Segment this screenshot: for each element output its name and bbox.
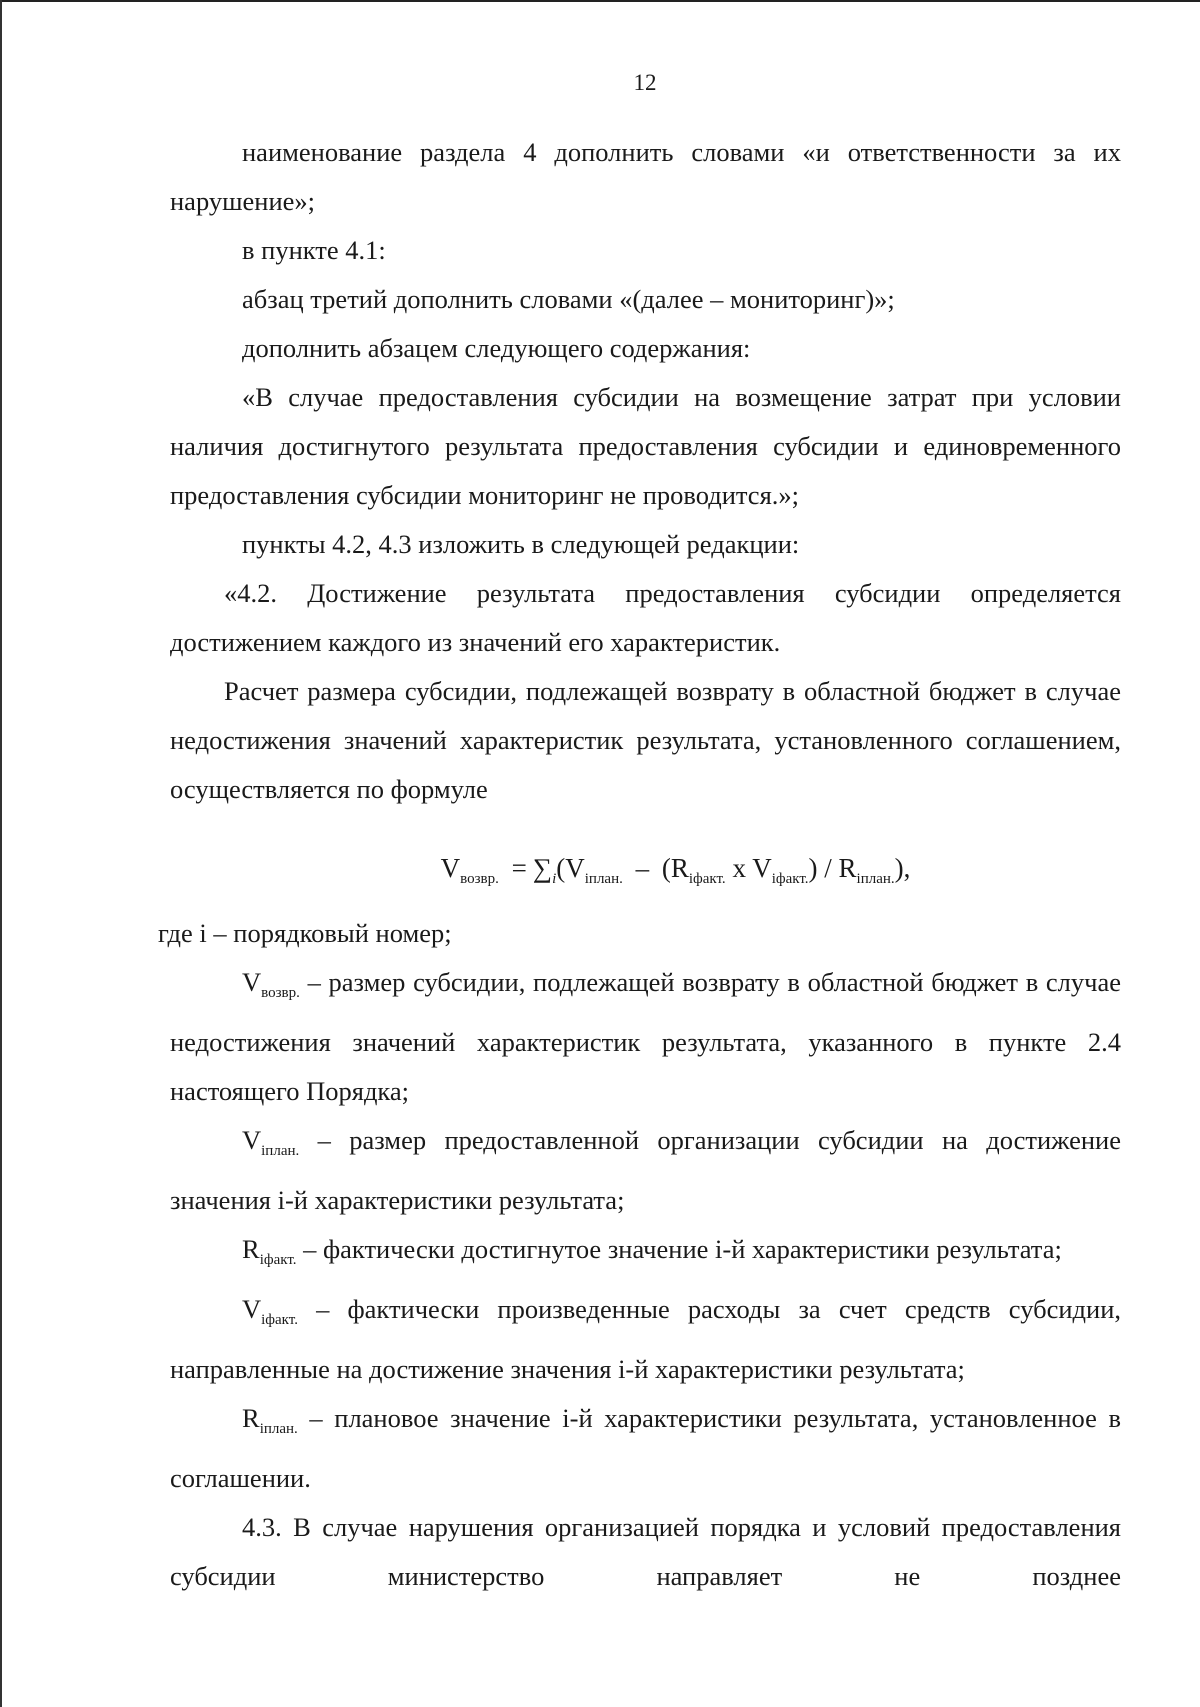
def3-symbol: R [242,1234,260,1264]
paragraph-add-abzac: дополнить абзацем следующего содержания: [242,333,751,363]
paragraph-point-4-1: в пункте 4.1: [242,235,386,265]
formula-open: (V [556,853,585,883]
formula-rfact-sub: iфакт. [688,871,726,887]
paragraph-third-abzac: абзац третий дополнить словами «(далее – мониторинг)»; [242,284,895,314]
def2-text: – размер предоставленной организации субсидии на достижение значения i-й характеристики результата; [170,1125,1121,1215]
def5-symbol: R [242,1403,260,1433]
paragraph-4-2: «4.2. Достижение результата предоставления субсидии определяется достижением каждого из значений его характеристик. [170,578,1121,657]
paragraph-calculation: Расчет размера субсидии, подлежащей возврату в областной бюджет в случае недостижения значений характеристик результата, установленного соглашением, осуществляется по формуле [170,676,1121,804]
paragraph-4-3: 4.3. В случае нарушения организацией порядка и условий предоставления субсидии министерство направляет не позднее [170,1512,1121,1591]
def4-sub: iфакт. [261,1312,298,1328]
where-i-line: где i – порядковый номер; [158,918,452,948]
formula-v: V [440,853,461,883]
def5-text: – плановое значение i-й характеристики результата, установленное в соглашении. [170,1403,1121,1493]
def5-sub: iплан. [259,1421,298,1437]
def1-sub: возвр. [261,985,300,1001]
def2-symbol: V [242,1125,262,1155]
formula-sum: ∑ [532,853,553,883]
formula-close: ), [894,853,911,883]
formula-minus: – [635,853,650,883]
definition-v-ifact [170,1285,1121,1394]
definition-v-iplan [170,1116,1121,1225]
scan-edge-left [0,0,2,1707]
def3-text: – фактически достигнутое значение i-й характеристики результата; [296,1234,1062,1264]
scan-edge-top [0,0,1200,2]
formula-v-sub: возвр. [460,871,499,887]
formula-div: ) / R [808,853,857,883]
def4-text: – фактически произведенные расходы за счет средств субсидии, направленные на достижение значения i-й характеристики результата; [170,1294,1121,1384]
formula-open2: (R [661,853,689,883]
def2-sub: iплан. [261,1143,300,1159]
refund-formula [170,848,1121,899]
paragraph-section-4-title: наименование раздела 4 дополнить словами «и ответственности за их нарушение»; [170,137,1121,216]
formula-eq: = [511,853,527,883]
formula-vplan-sub: iплан. [584,871,623,887]
paragraph-points-4-2-4-3: пункты 4.2, 4.3 изложить в следующей редакции: [242,529,800,559]
definition-v-vozvr [170,958,1121,1116]
formula-vfact-sub: iфакт. [771,871,809,887]
formula-x: x V [732,853,772,883]
paragraph-quote-monitoring: «В случае предоставления субсидии на возмещение затрат при условии наличия достигнутого результата предоставления субсидии и единовременного предоставления субсидии мониторинг не проводится.»; [170,382,1121,510]
def3-sub: iфакт. [259,1252,297,1268]
def1-symbol: V [242,967,262,997]
formula-sum-index: i [552,871,557,887]
definition-r-iplan [170,1394,1121,1503]
document-body [158,128,1121,1601]
definition-r-ifact [170,1225,1121,1285]
formula-rplan-sub: iплан. [856,871,895,887]
def4-symbol: V [242,1294,262,1324]
def1-text: – размер субсидии, подлежащей возврату в областной бюджет в случае недостижения значений характеристик результата, указанного в пункте 2.4 настоящего Порядка; [170,967,1121,1106]
page-number: 12 [633,70,657,95]
